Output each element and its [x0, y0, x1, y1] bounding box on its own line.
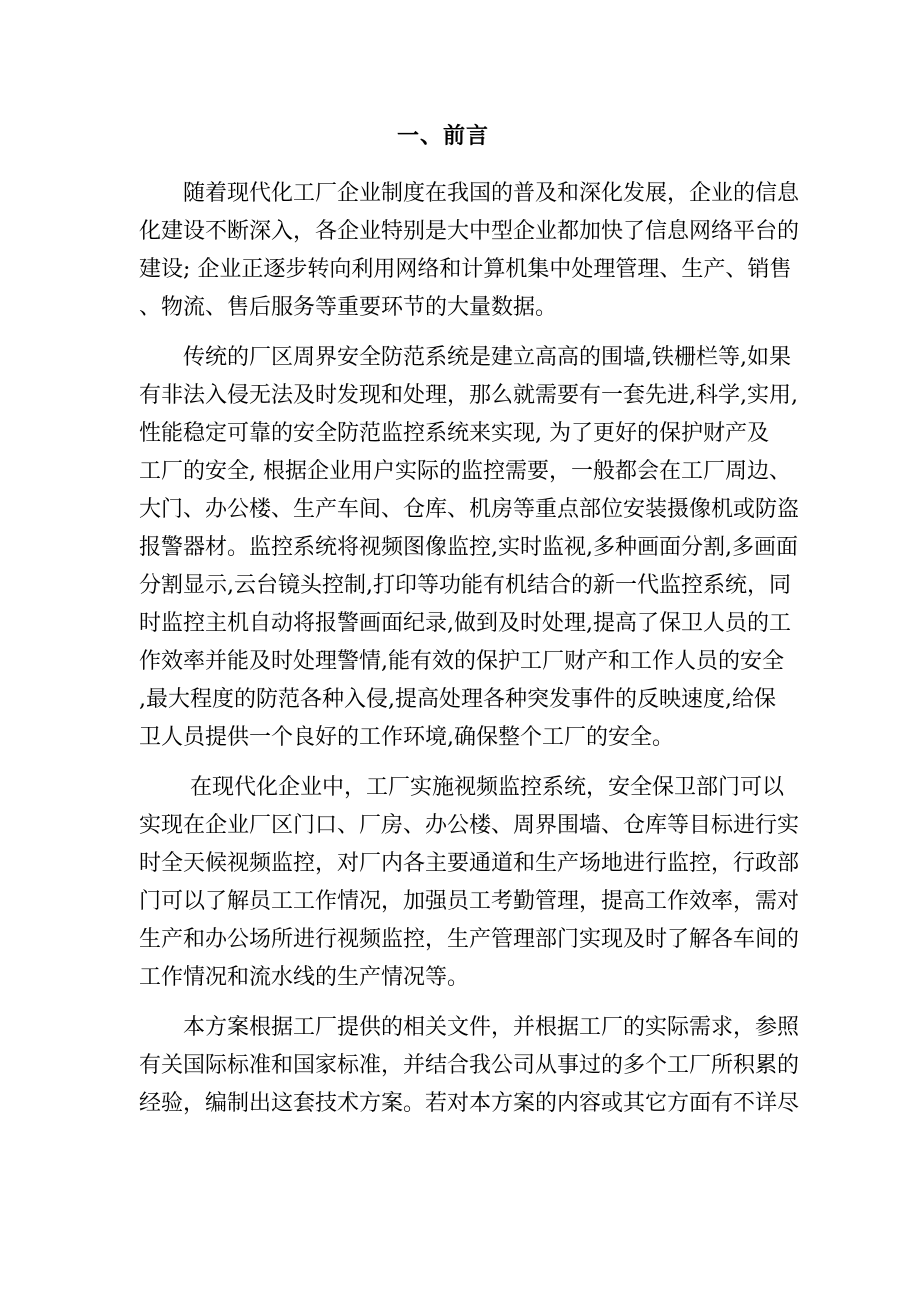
page-title: 一、前言 [396, 123, 489, 149]
paragraph-2-line-3 [0, 416, 920, 452]
paragraph-1-line-2-text: 化建设不断深入，各企业特别是大中型企业都加快了信息网络平台的 [139, 219, 800, 244]
paragraph-1-line-1 [0, 176, 920, 212]
paragraph-2-line-7-text: 分割显示,云台镜头控制,打印等功能有机结合的新一代监控系统，同 [139, 573, 791, 598]
paragraph-2-line-2-text: 有非法入侵无法及时发现和处理，那么就需要有一套先进,科学,实用, [139, 383, 798, 408]
paragraph-3-line-5-text: 生产和办公场所进行视频监控，生产管理部门实现及时了解各车间的 [139, 927, 800, 952]
paragraph-3-line-2 [0, 808, 920, 844]
paragraph-3-line-6-text: 工作情况和流水线的生产情况等。 [139, 965, 470, 990]
paragraph-3-line-3-text: 时全天候视频监控，对厂内各主要通道和生产场地进行监控，行政部 [139, 851, 800, 876]
paragraph-2-line-9-text: 作效率并能及时处理警情,能有效的保护工厂财产和工作人员的安全 [139, 649, 784, 674]
paragraph-4-line-1-text: 本方案根据工厂提供的相关文件，并根据工厂的实际需求，参照 [183, 1015, 800, 1040]
paragraph-2-line-10-text: ,最大程度的防范各种入侵,提高处理各种突发事件的反映速度,给保 [139, 687, 776, 712]
paragraph-2-line-8-text: 时监控主机自动将报警画面纪录,做到及时处理,提高了保卫人员的工 [139, 611, 791, 636]
paragraph-1-line-1-text: 随着现代化工厂企业制度在我国的普及和深化发展，企业的信息 [183, 181, 800, 206]
paragraph-4-line-3-text: 经验，编制出这套技术方案。若对本方案的内容或其它方面有不详尽 [139, 1091, 800, 1116]
paragraph-4-line-3 [0, 1086, 920, 1122]
paragraph-1-line-4 [0, 290, 920, 326]
paragraph-2-line-7 [0, 568, 920, 604]
paragraph-2-line-5-text: 大门、办公楼、生产车间、仓库、机房等重点部位安装摄像机或防盗 [139, 497, 800, 522]
paragraph-2-line-9 [0, 644, 920, 680]
paragraph-3-line-6 [0, 960, 920, 996]
paragraph-2-line-6-text: 报警器材。监控系统将视频图像监控,实时监视,多种画面分割,多画面 [139, 535, 798, 560]
paragraph-3-line-2-text: 实现在企业厂区门口、厂房、办公楼、周界围墙、仓库等目标进行实 [139, 813, 800, 838]
paragraph-3-line-4 [0, 884, 920, 920]
paragraph-1-line-2 [0, 214, 920, 250]
paragraph-3-line-3 [0, 846, 920, 882]
paragraph-2-line-10 [0, 682, 920, 718]
paragraph-2-line-8 [0, 606, 920, 642]
paragraph-2-line-5 [0, 492, 920, 528]
paragraph-2-line-4 [0, 454, 920, 490]
paragraph-2-line-4-text: 工厂的安全, 根据企业用户实际的监控需要，一般都会在工厂周边、 [139, 459, 791, 484]
paragraph-2-line-6 [0, 530, 920, 566]
paragraph-3-line-4-text: 门可以了解员工工作情况，加强员工考勤管理，提高工作效率，需对 [139, 889, 800, 914]
paragraph-4-line-1 [0, 1010, 920, 1046]
paragraph-1-line-4-text: 、物流、售后服务等重要环节的大量数据。 [139, 295, 558, 320]
paragraph-2-line-11 [0, 720, 920, 756]
paragraph-1-line-3 [0, 252, 920, 288]
paragraph-4-line-2-text: 有关国际标准和国家标准，并结合我公司从事过的多个工厂所积累的 [139, 1053, 800, 1078]
paragraph-4-line-2 [0, 1048, 920, 1084]
paragraph-2-line-3-text: 性能稳定可靠的安全防范监控系统来实现, 为了更好的保护财产及 [139, 421, 769, 446]
paragraph-3-line-1-text: 在现代化企业中，工厂实施视频监控系统，安全保卫部门可以 [190, 775, 785, 800]
paragraph-2-line-2 [0, 378, 920, 414]
paragraph-2-line-1 [0, 340, 920, 376]
paragraph-1-line-3-text: 建设; 企业正逐步转向利用网络和计算机集中处理管理、生产、销售 [139, 257, 792, 282]
paragraph-3-line-5 [0, 922, 920, 958]
paragraph-3-line-1 [0, 770, 920, 806]
paragraph-2-line-1-text: 传统的厂区周界安全防范系统是建立高高的围墙,铁栅栏等,如果 [183, 345, 791, 370]
paragraph-2-line-11-text: 卫人员提供一个良好的工作环境,确保整个工厂的安全。 [139, 725, 674, 750]
